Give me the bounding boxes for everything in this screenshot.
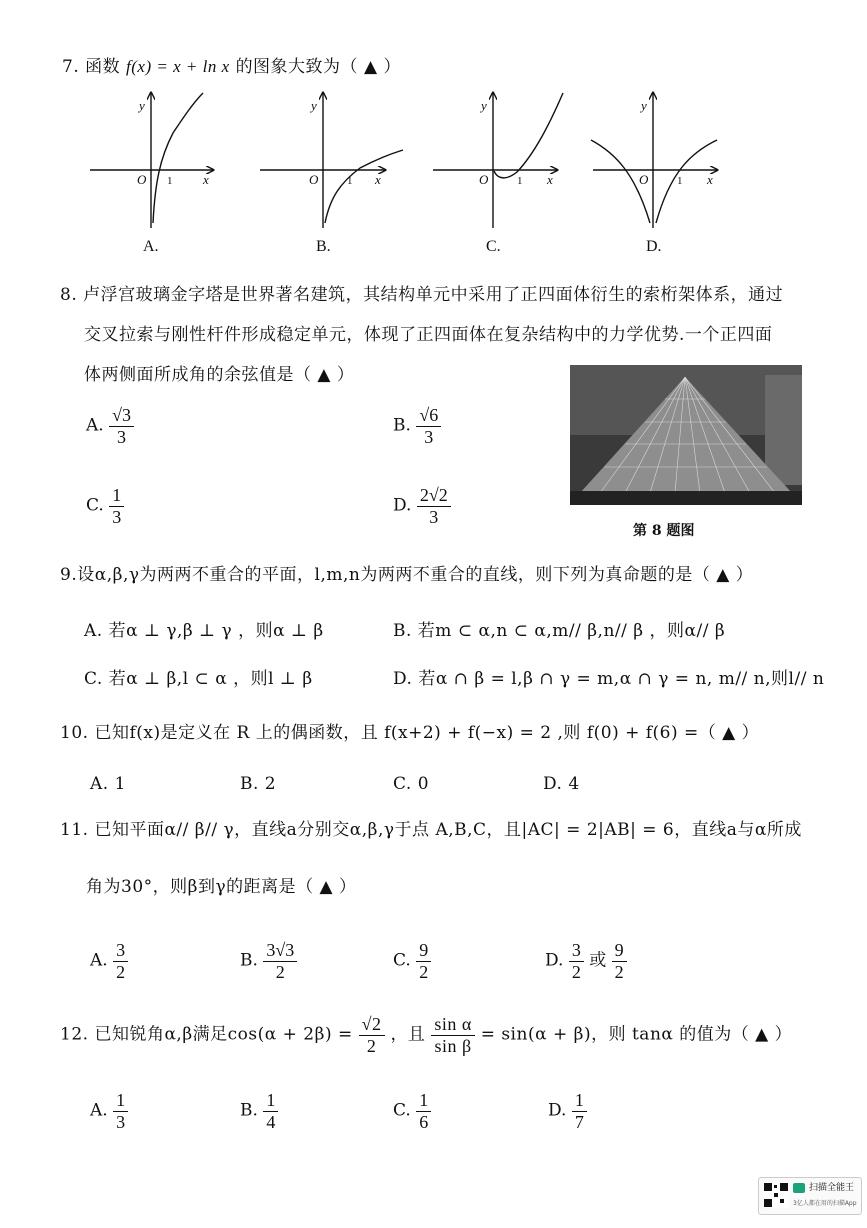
graph-a: [90, 93, 213, 228]
graph-c-one: 1: [517, 175, 523, 187]
app-name: 扫描全能王: [809, 1183, 855, 1193]
graph-c-ylabel: y: [481, 98, 487, 113]
scanner-badge: [758, 1177, 862, 1215]
graph-d-origin: O: [639, 172, 649, 187]
q7-graphs: [85, 88, 805, 228]
graph-b-one: 1: [347, 175, 353, 187]
q12-option-d[interactable]: D. $\frac{1}{7}$: [548, 1090, 587, 1132]
q7-option-b[interactable]: B.: [316, 238, 331, 255]
q8-line3: 体两侧面所成角的余弦值是（ ▲ ）: [84, 365, 355, 385]
q10-option-b[interactable]: B. 2: [240, 774, 277, 794]
q11-option-b[interactable]: B. $\frac{3√3}{2}$: [240, 940, 297, 982]
q8-option-a[interactable]: A. $\frac{√3}{3}$: [86, 405, 134, 447]
q10-stem: 10. 已知f(x)是定义在 R 上的偶函数，且 f(x+2) + f(−x) = 2 ,则 f(0) + f(6) =（ ▲ ）: [60, 723, 760, 743]
graph-b-xlabel: x: [375, 172, 381, 187]
q11-line2: 角为30°，则β到γ的距离是（ ▲ ）: [86, 877, 357, 897]
graph-d-ylabel: y: [641, 98, 647, 113]
graph-c: [433, 93, 563, 228]
graph-a-one: 1: [167, 175, 173, 187]
graph-d-one: 1: [677, 175, 683, 187]
q7-option-c[interactable]: C.: [486, 238, 501, 255]
q9-option-d[interactable]: D. 若α ∩ β = l,β ∩ γ = m,α ∩ γ = n, m// n,则l// n: [393, 669, 825, 689]
qr-code-icon: [763, 1182, 789, 1208]
q10-option-d[interactable]: D. 4: [543, 774, 580, 794]
graph-b-origin: O: [309, 172, 319, 187]
q10-option-c[interactable]: C. 0: [393, 774, 430, 794]
q12-option-c[interactable]: C. $\frac{1}{6}$: [393, 1090, 431, 1132]
q8-option-b[interactable]: B. $\frac{√6}{3}$: [393, 405, 441, 447]
q8-option-c[interactable]: C. $\frac{1}{3}$: [86, 485, 124, 527]
q8-line1: 8. 卢浮宫玻璃金字塔是世界著名建筑，其结构单元中采用了正四面体衍生的索桁架体系，通过: [60, 285, 784, 305]
q10-option-a[interactable]: A. 1: [90, 774, 126, 794]
graph-c-xlabel: x: [547, 172, 553, 187]
q9-stem: 9.设α,β,γ为两两不重合的平面，l,m,n为两两不重合的直线，则下列为真命题的是（ ▲ ）: [60, 565, 754, 585]
q9-option-c[interactable]: C. 若α ⊥ β,l ⊂ α ，则l ⊥ β: [84, 669, 313, 689]
q8-option-d[interactable]: D. $\frac{2√2}{3}$: [393, 485, 451, 527]
q8-line2: 交叉拉索与刚性杆件形成稳定单元，体现了正四面体在复杂结构中的力学优势.一个正四面: [84, 325, 773, 345]
q7-stem: 7. 函数 f(x) = x + ln x 的图象大致为（ ▲ ）: [62, 57, 401, 77]
pyramid-photo: [570, 365, 802, 505]
q11-option-a[interactable]: A. $\frac{3}{2}$: [90, 940, 128, 982]
q12-option-a[interactable]: A. $\frac{1}{3}$: [90, 1090, 128, 1132]
graph-b-ylabel: y: [311, 98, 317, 113]
q9-option-a[interactable]: A. 若α ⊥ γ,β ⊥ γ ，则α ⊥ β: [84, 621, 324, 641]
app-tagline: 3亿人都在用的扫描App: [793, 1200, 857, 1207]
figure-caption: 第 8 题图: [633, 523, 695, 539]
graph-d-xlabel: x: [707, 172, 713, 187]
q7-option-a[interactable]: A.: [143, 238, 159, 255]
graph-d: [591, 93, 717, 228]
graph-a-ylabel: y: [139, 98, 145, 113]
q7-option-d[interactable]: D.: [646, 238, 662, 255]
q11-option-c[interactable]: C. $\frac{9}{2}$: [393, 940, 431, 982]
pyramid-image: [570, 365, 802, 505]
q12-option-b[interactable]: B. $\frac{1}{4}$: [240, 1090, 278, 1132]
q9-option-b[interactable]: B. 若m ⊂ α,n ⊂ α,m// β,n// β ，则α// β: [393, 621, 726, 641]
graph-b: [260, 93, 403, 228]
graph-a-xlabel: x: [203, 172, 209, 187]
q11-option-d[interactable]: D. $\frac{3}{2}$ 或 $\frac{9}{2}$: [545, 940, 627, 982]
graph-c-origin: O: [479, 172, 489, 187]
q11-line1: 11. 已知平面α// β// γ，直线a分别交α,β,γ于点 A,B,C，且|AC| = 2|AB| = 6，直线a与α所成: [60, 820, 802, 840]
q12-stem: 12. 已知锐角α,β满足cos(α + 2β) = $\frac{√2}{2}$ ，且 $\frac{\text{sin α}}{\text{sin β}}$ = sin(α + β)，则 tanα 的值为（ ▲ ）: [60, 1014, 793, 1056]
graph-a-origin: O: [137, 172, 147, 187]
camscanner-logo-icon: [793, 1183, 805, 1193]
